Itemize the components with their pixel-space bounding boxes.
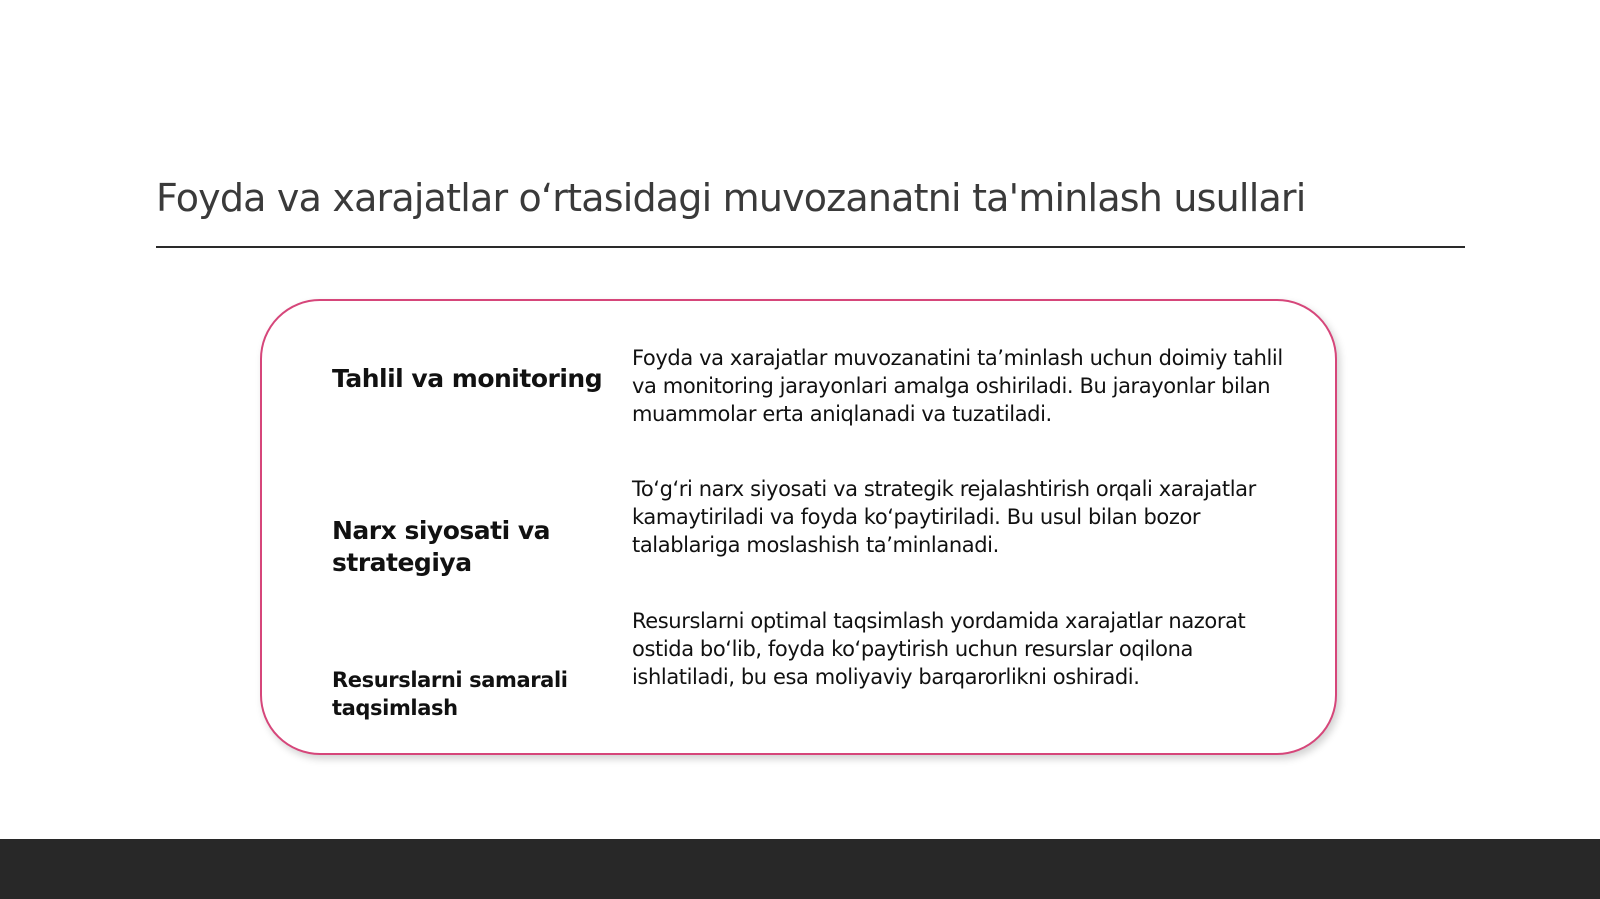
row-label: Resurslarni samarali taqsimlash	[332, 668, 568, 720]
footer-bar	[0, 839, 1600, 899]
row-description: To‘g‘ri narx siyosati va strategik rejalashtirish orqali xarajatlar kamaytiriladi va foyda ko‘paytiriladi. Bu usul bilan bozor talablariga moslashish ta’minlanadi.	[632, 477, 1256, 557]
content-card	[260, 299, 1337, 755]
title-divider	[156, 246, 1465, 248]
row-description: Foyda va xarajatlar muvozanatini ta’minlash uchun doimiy tahlil va monitoring jarayonlari amalga oshiriladi. Bu jarayonlar bilan muammolar erta aniqlanadi va tuzatiladi.	[632, 346, 1283, 426]
row-label: Narx siyosati va strategiya	[332, 516, 551, 577]
slide-title: Foyda va xarajatlar o‘rtasidagi muvozanatni ta'minlash usullari	[156, 176, 1306, 220]
row-label: Tahlil va monitoring	[332, 364, 603, 393]
row-description: Resurslarni optimal taqsimlash yordamida xarajatlar nazorat ostida bo‘lib, foyda ko‘paytirish uchun resurslar oqilona ishlatiladi, bu esa moliyaviy barqarorlikni oshiradi.	[632, 609, 1246, 689]
